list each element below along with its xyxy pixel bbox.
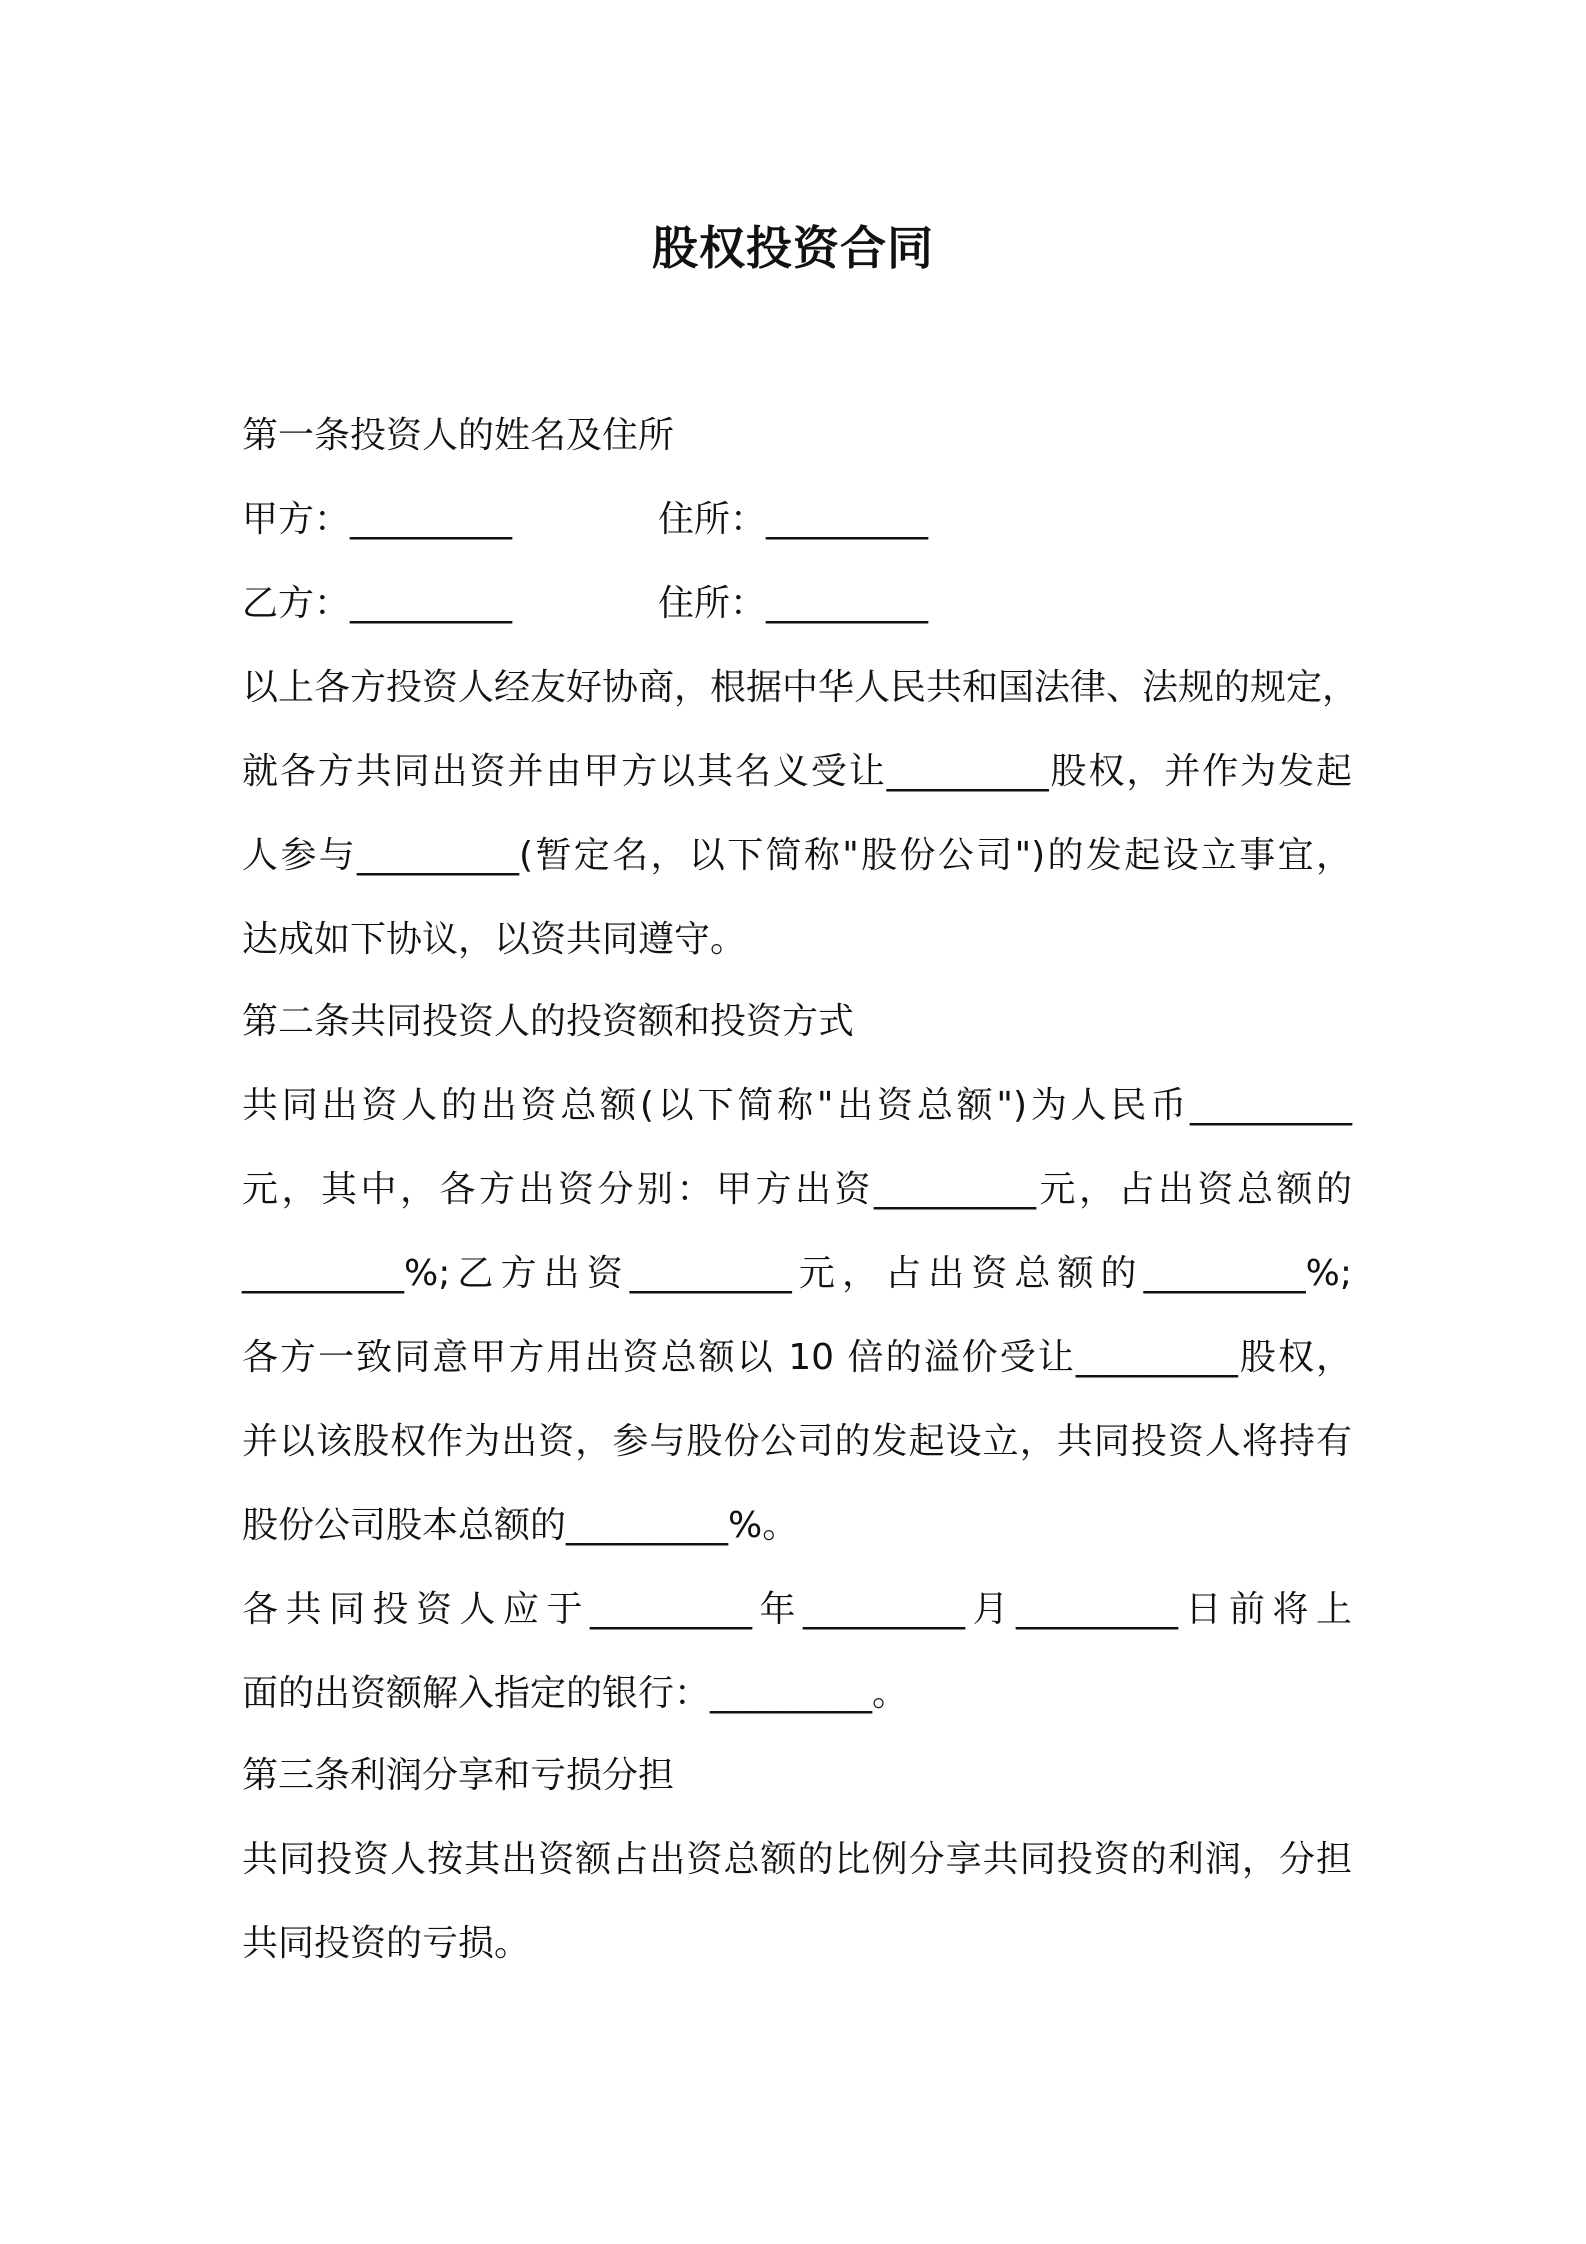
document-title: 股权投资合同 — [652, 221, 934, 275]
article1-paragraph-line: 以上各方投资人经友好协商，根据中华人民共和国法律、法规的规定， — [242, 667, 1359, 708]
article2-paragraph-line: 各方一致同意甲方用出资总额以 10 倍的溢价受让_________股权， — [242, 1337, 1352, 1378]
article1-paragraph-line: 就各方共同出资并由甲方以其名义受让_________股权，并作为发起 — [242, 751, 1352, 792]
article1-paragraph-line: 达成如下协议，以资共同遵守。 — [242, 919, 747, 960]
article3-paragraph-line: 共同投资人按其出资额占出资总额的比例分享共同投资的利润，分担 — [242, 1839, 1352, 1880]
article2-paragraph-line: 股份公司股本总额的_________%。 — [242, 1505, 799, 1546]
article3-paragraph-line: 共同投资的亏损。 — [242, 1923, 531, 1964]
party-a-field: 甲方：_________ — [242, 499, 513, 540]
article2-paragraph-line: 共同出资人的出资总额(以下简称"出资总额")为人民币_________ — [242, 1085, 1352, 1126]
article2-paragraph-line: 各共同投资人应于_________年_________月_________日前将上 — [242, 1589, 1352, 1630]
party-b-field: 乙方：_________ — [242, 583, 513, 624]
article3-heading: 第三条利润分享和亏损分担 — [242, 1755, 675, 1796]
party-a-address-field: 住所：_________ — [658, 499, 929, 540]
article1-heading: 第一条投资人的姓名及住所 — [242, 415, 675, 456]
article2-heading: 第二条共同投资人的投资额和投资方式 — [242, 1001, 855, 1042]
article2-paragraph-line: _________%;乙方出资_________元，占出资总额的_________%; — [242, 1253, 1352, 1294]
party-a-row — [242, 498, 1352, 542]
article2-paragraph-line: 面的出资额解入指定的银行：_________。 — [242, 1673, 909, 1714]
article2-paragraph-line: 元，其中，各方出资分别：甲方出资_________元，占出资总额的 — [242, 1169, 1352, 1210]
article2-paragraph-line: 并以该股权作为出资，参与股份公司的发起设立，共同投资人将持有 — [242, 1421, 1352, 1462]
article1-paragraph-line: 人参与_________(暂定名，以下简称"股份公司")的发起设立事宜， — [242, 835, 1352, 876]
party-b-address-field: 住所：_________ — [658, 583, 929, 624]
party-b-row — [242, 582, 1352, 626]
